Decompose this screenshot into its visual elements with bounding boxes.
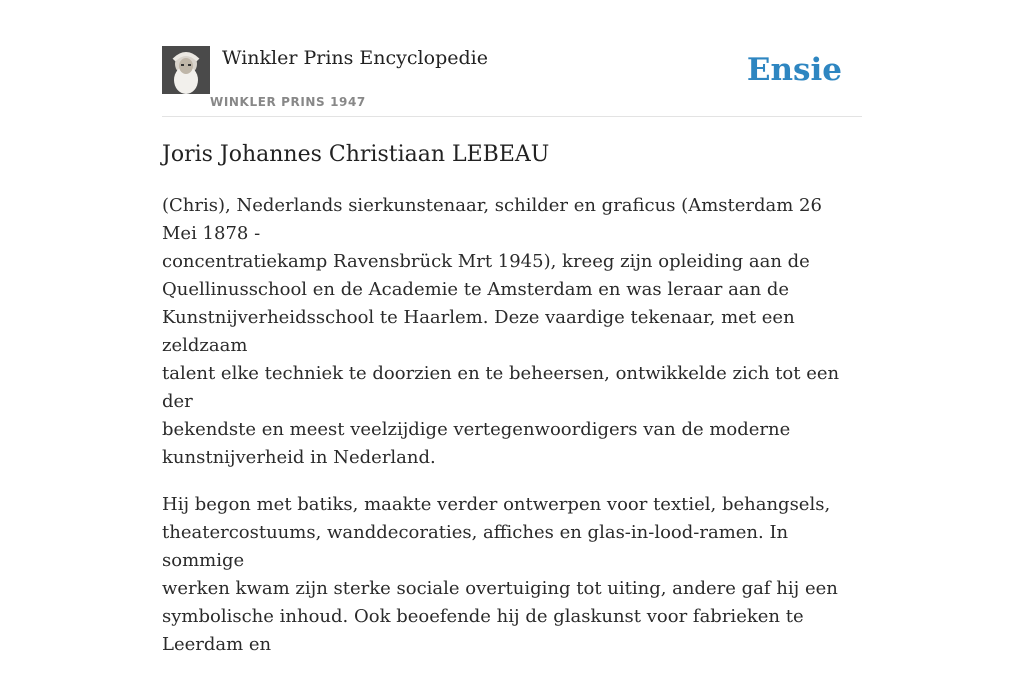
text-line: talent elke techniek te doorzien en te beheersen, ontwikkelde zich tot een der	[162, 363, 840, 412]
text-line: (Chris), Nederlands sierkunstenaar, schilder en graficus (Amsterdam 26 Mei 1878 -	[162, 195, 822, 244]
article-title: Joris Johannes Christiaan LEBEAU	[162, 142, 550, 167]
text-line: kunstnijverheid in Nederland.	[162, 447, 436, 468]
text-line: bekendste en meest veelzijdige vertegenwoordigers van de moderne	[162, 419, 791, 440]
ensie-logo[interactable]: Ensie	[746, 52, 842, 88]
source-header	[162, 46, 862, 117]
article-paragraph	[162, 491, 862, 659]
text-line: concentratiekamp Ravensbrück Mrt 1945), kreeg zijn opleiding aan de	[162, 251, 810, 272]
article-body	[162, 192, 862, 678]
bearded-man-portrait-icon[interactable]	[162, 46, 210, 94]
text-line: werken kwam zijn sterke sociale overtuiging tot uiting, andere gaf hij een	[162, 578, 838, 599]
source-title[interactable]: Winkler Prins Encyclopedie	[222, 47, 488, 69]
text-line: Quellinusschool en de Academie te Amsterdam en was leraar aan de	[162, 279, 790, 300]
source-subtitle[interactable]: WINKLER PRINS 1947	[210, 95, 366, 109]
article-paragraph	[162, 192, 862, 472]
text-line: Hij begon met batiks, maakte verder ontwerpen voor textiel, behangsels,	[162, 494, 831, 515]
text-line: symbolische inhoud. Ook beoefende hij de glaskunst voor fabrieken te Leerdam en	[162, 606, 804, 655]
text-line: theatercostuums, wanddecoraties, affiches en glas-in-lood-ramen. In sommige	[162, 522, 789, 571]
text-line: Kunstnijverheidsschool te Haarlem. Deze vaardige tekenaar, met een zeldzaam	[162, 307, 795, 356]
